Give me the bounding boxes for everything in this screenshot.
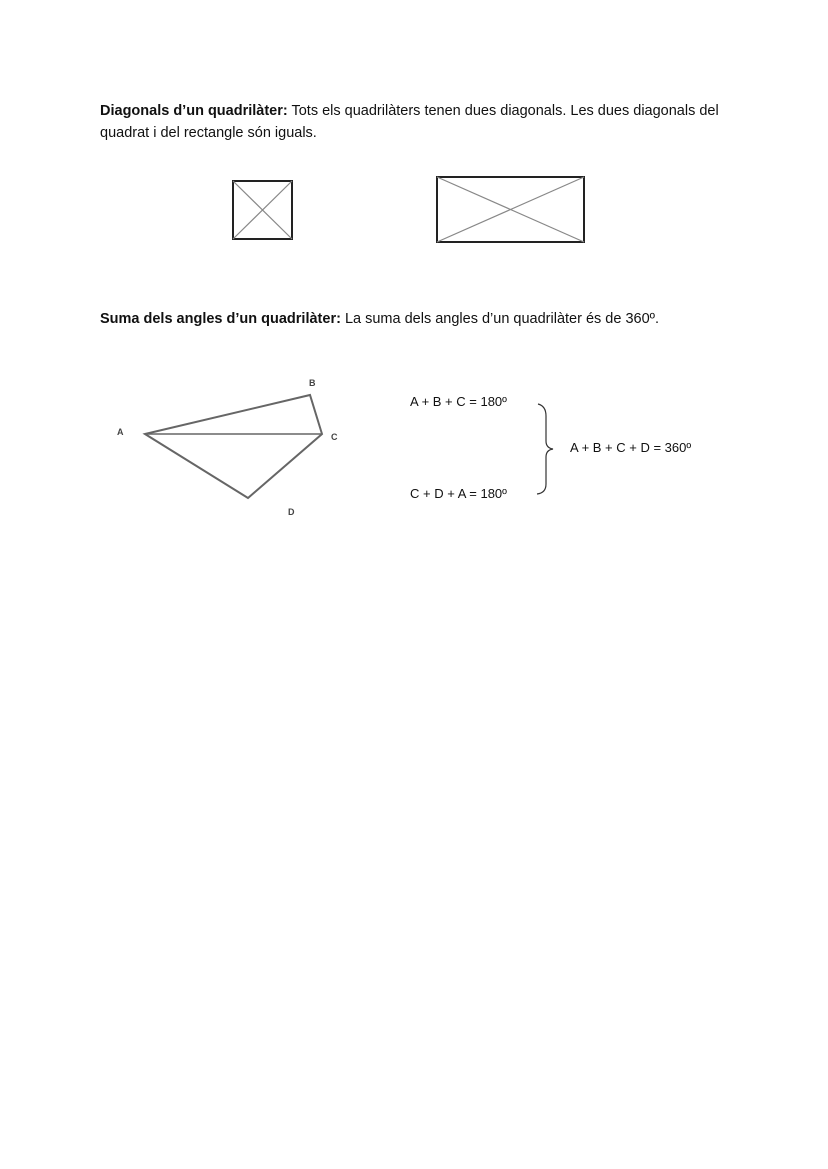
equation-bottom: C + D + A = 180º [410,486,507,501]
angles-heading: Suma dels angles d’un quadrilàter: [100,311,341,327]
vertex-label-c: C [331,432,338,442]
diagonals-heading: Diagonals d’un quadrilàter: [100,103,288,119]
diagonals-text: Tots els quadrilàters tenen dues diagonals. Les dues diagonals del quadrat i del rectangle són iguals. [100,103,719,141]
vertex-label-a: A [117,427,124,437]
curly-brace [537,404,553,494]
equation-total: A + B + C + D = 360º [570,440,692,455]
vertex-label-b: B [309,378,316,388]
equation-top: A + B + C = 180º [410,394,507,409]
angles-text: La suma dels angles d’un quadrilàter és de 360º. [340,311,659,327]
vertex-label-d: D [288,507,295,517]
quadrilateral-shape [145,395,322,498]
quadrilateral-figure [0,0,828,560]
